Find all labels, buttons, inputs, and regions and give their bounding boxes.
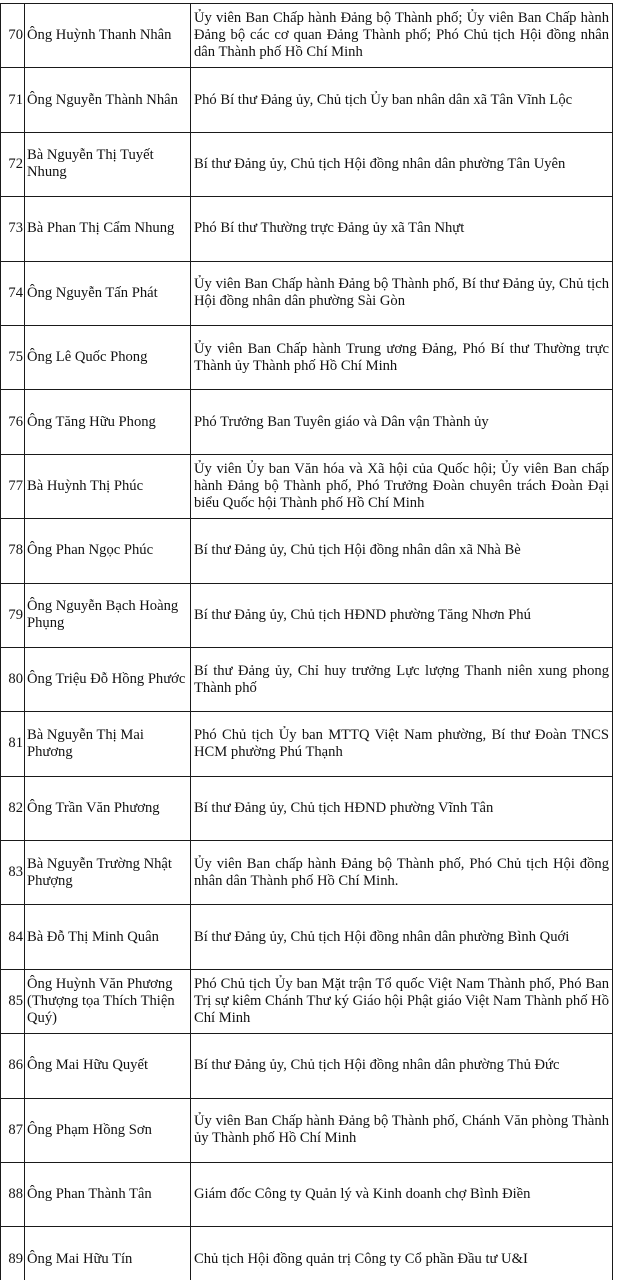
table-row bbox=[1, 647, 613, 711]
delegate-position: Phó Chủ tịch Ủy ban MTTQ Việt Nam phường, Bí thư Đoàn TNCS HCM phường Phú Thạnh bbox=[191, 712, 613, 776]
delegate-position: Ủy viên Ủy ban Văn hóa và Xã hội của Quốc hội; Ủy viên Ban chấp hành Đảng bộ Thành phố, Phó Trưởng Đoàn chuyên trách Đoàn Đại biểu Quốc hội Thành phố Hồ Chí Minh bbox=[191, 454, 613, 518]
row-number: 73 bbox=[1, 197, 25, 261]
table-row bbox=[1, 1163, 613, 1227]
delegate-position: Phó Bí thư Đảng ủy, Chủ tịch Ủy ban nhân dân xã Tân Vĩnh Lộc bbox=[191, 68, 613, 132]
row-number: 86 bbox=[1, 1034, 25, 1098]
delegate-name: Bà Nguyễn Trường Nhật Phượng bbox=[25, 841, 191, 905]
delegate-position: Bí thư Đảng ủy, Chủ tịch HĐND phường Vĩnh Tân bbox=[191, 776, 613, 840]
delegate-position: Bí thư Đảng ủy, Chủ tịch HĐND phường Tăng Nhơn Phú bbox=[191, 583, 613, 647]
table-row bbox=[1, 712, 613, 776]
delegate-table bbox=[0, 3, 613, 1280]
delegate-name: Ông Lê Quốc Phong bbox=[25, 325, 191, 389]
table-row bbox=[1, 454, 613, 518]
delegate-name: Ông Huỳnh Thanh Nhân bbox=[25, 4, 191, 68]
row-number: 78 bbox=[1, 519, 25, 583]
delegate-position: Bí thư Đảng ủy, Chủ tịch Hội đồng nhân dân phường Bình Quới bbox=[191, 905, 613, 969]
delegate-name: Ông Tăng Hữu Phong bbox=[25, 390, 191, 454]
delegate-name: Bà Huỳnh Thị Phúc bbox=[25, 454, 191, 518]
delegate-name: Ông Nguyễn Tấn Phát bbox=[25, 261, 191, 325]
table-row bbox=[1, 261, 613, 325]
delegate-name: Ông Triệu Đỗ Hồng Phước bbox=[25, 647, 191, 711]
delegate-position: Ủy viên Ban chấp hành Đảng bộ Thành phố, Phó Chủ tịch Hội đồng nhân dân Thành phố Hồ Chí Minh. bbox=[191, 841, 613, 905]
table-row bbox=[1, 197, 613, 261]
delegate-position: Phó Chủ tịch Ủy ban Mặt trận Tổ quốc Việt Nam Thành phố, Phó Ban Trị sự kiêm Chánh Thư ký Giáo hội Phật giáo Việt Nam Thành phố Hồ Chí Minh bbox=[191, 969, 613, 1033]
row-number: 85 bbox=[1, 969, 25, 1033]
delegate-position: Bí thư Đảng ủy, Chỉ huy trưởng Lực lượng Thanh niên xung phong Thành phố bbox=[191, 647, 613, 711]
row-number: 87 bbox=[1, 1098, 25, 1162]
table-row bbox=[1, 68, 613, 132]
delegate-position: Chủ tịch Hội đồng quản trị Công ty Cổ phần Đầu tư U&I bbox=[191, 1227, 613, 1280]
delegate-table-body bbox=[1, 4, 613, 1280]
table-row bbox=[1, 776, 613, 840]
row-number: 79 bbox=[1, 583, 25, 647]
table-row bbox=[1, 583, 613, 647]
delegate-position: Ủy viên Ban Chấp hành Đảng bộ Thành phố; Ủy viên Ban Chấp hành Đảng bộ các cơ quan Đảng Thành phố; Phó Chủ tịch Hội đồng nhân dân Thành phố Hồ Chí Minh bbox=[191, 4, 613, 68]
row-number: 89 bbox=[1, 1227, 25, 1280]
delegate-name: Ông Phan Ngọc Phúc bbox=[25, 519, 191, 583]
row-number: 76 bbox=[1, 390, 25, 454]
row-number: 71 bbox=[1, 68, 25, 132]
table-row bbox=[1, 1098, 613, 1162]
table-row bbox=[1, 325, 613, 389]
delegate-position: Phó Bí thư Thường trực Đảng ủy xã Tân Nhựt bbox=[191, 197, 613, 261]
row-number: 84 bbox=[1, 905, 25, 969]
delegate-name: Ông Phan Thành Tân bbox=[25, 1163, 191, 1227]
row-number: 72 bbox=[1, 132, 25, 196]
table-row bbox=[1, 841, 613, 905]
delegate-name: Bà Phan Thị Cẩm Nhung bbox=[25, 197, 191, 261]
delegate-name: Bà Nguyễn Thị Mai Phương bbox=[25, 712, 191, 776]
row-number: 77 bbox=[1, 454, 25, 518]
delegate-name: Ông Mai Hữu Tín bbox=[25, 1227, 191, 1280]
row-number: 88 bbox=[1, 1163, 25, 1227]
table-row bbox=[1, 132, 613, 196]
delegate-position: Giám đốc Công ty Quản lý và Kinh doanh chợ Bình Điền bbox=[191, 1163, 613, 1227]
row-number: 75 bbox=[1, 325, 25, 389]
table-row bbox=[1, 519, 613, 583]
table-row bbox=[1, 4, 613, 68]
delegate-name: Ông Nguyễn Thành Nhân bbox=[25, 68, 191, 132]
delegate-position: Bí thư Đảng ủy, Chủ tịch Hội đồng nhân dân phường Tân Uyên bbox=[191, 132, 613, 196]
table-row bbox=[1, 1227, 613, 1280]
delegate-name: Bà Nguyễn Thị Tuyết Nhung bbox=[25, 132, 191, 196]
delegate-position: Ủy viên Ban Chấp hành Đảng bộ Thành phố, Chánh Văn phòng Thành ủy Thành phố Hồ Chí Minh bbox=[191, 1098, 613, 1162]
table-row bbox=[1, 1034, 613, 1098]
delegate-name: Ông Mai Hữu Quyết bbox=[25, 1034, 191, 1098]
table-row bbox=[1, 969, 613, 1033]
delegate-position: Ủy viên Ban Chấp hành Đảng bộ Thành phố, Bí thư Đảng ủy, Chủ tịch Hội đồng nhân dân phường Sài Gòn bbox=[191, 261, 613, 325]
delegate-position: Bí thư Đảng ủy, Chủ tịch Hội đồng nhân dân phường Thủ Đức bbox=[191, 1034, 613, 1098]
table-row bbox=[1, 390, 613, 454]
delegate-name: Ông Phạm Hồng Sơn bbox=[25, 1098, 191, 1162]
delegate-name: Bà Đỗ Thị Minh Quân bbox=[25, 905, 191, 969]
row-number: 81 bbox=[1, 712, 25, 776]
row-number: 83 bbox=[1, 841, 25, 905]
row-number: 74 bbox=[1, 261, 25, 325]
delegate-name: Ông Nguyễn Bạch Hoàng Phụng bbox=[25, 583, 191, 647]
row-number: 70 bbox=[1, 4, 25, 68]
row-number: 82 bbox=[1, 776, 25, 840]
table-row bbox=[1, 905, 613, 969]
delegate-name: Ông Trần Văn Phương bbox=[25, 776, 191, 840]
delegate-name: Ông Huỳnh Văn Phương (Thượng tọa Thích Thiện Quý) bbox=[25, 969, 191, 1033]
delegate-position: Ủy viên Ban Chấp hành Trung ương Đảng, Phó Bí thư Thường trực Thành ủy Thành phố Hồ Chí Minh bbox=[191, 325, 613, 389]
delegate-position: Phó Trưởng Ban Tuyên giáo và Dân vận Thành ủy bbox=[191, 390, 613, 454]
delegate-position: Bí thư Đảng ủy, Chủ tịch Hội đồng nhân dân xã Nhà Bè bbox=[191, 519, 613, 583]
row-number: 80 bbox=[1, 647, 25, 711]
